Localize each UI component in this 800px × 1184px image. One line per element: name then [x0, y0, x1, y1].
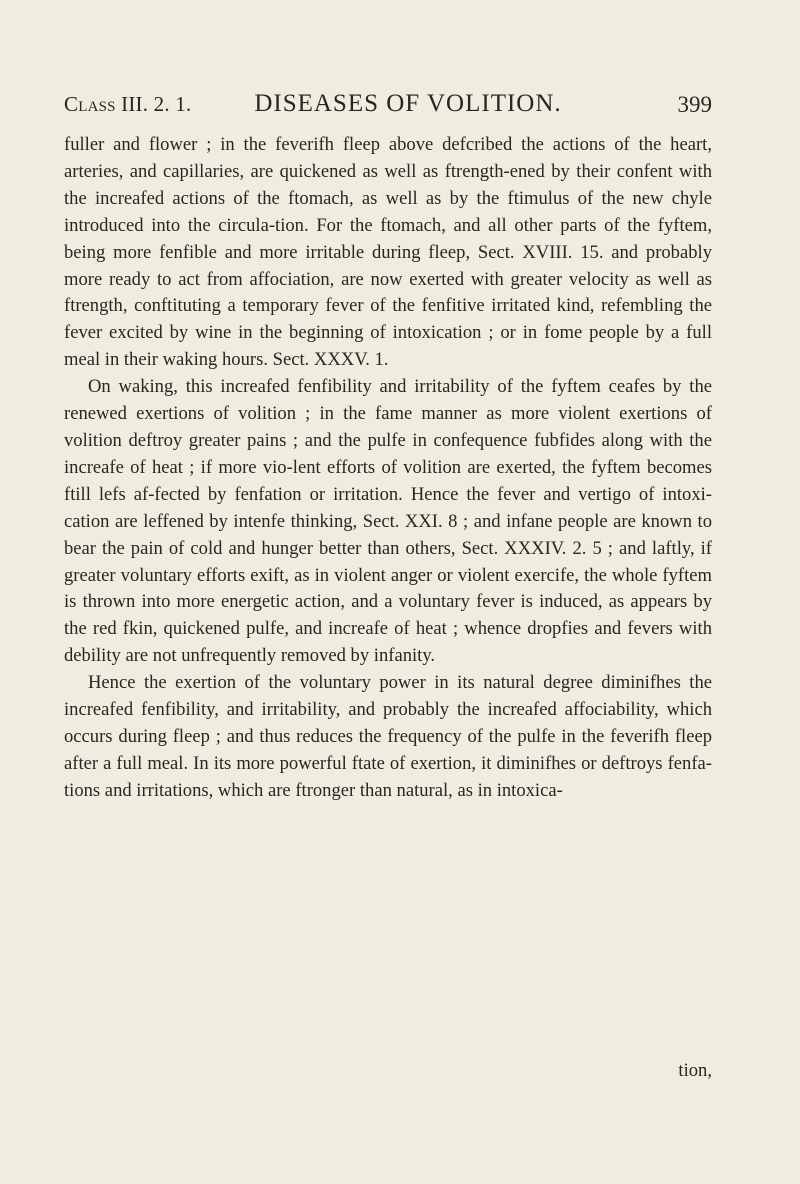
catchword: tion,	[678, 1060, 712, 1081]
body-text	[64, 132, 712, 805]
page-number: 399	[677, 92, 712, 117]
chapter-title: DISEASES OF VOLITION.	[254, 90, 562, 117]
paragraph-3: Hence the exertion of the voluntary power in its natural degree diminifhes the increafed fenfibility, and irritability, and probably the increafed affociability, which occurs during fleep ; and thus reduces the frequency of the pulfe in the feverifh fleep after a full meal. In its more powerful ftate of exertion, it diminifhes or deftroys fenfa-tions and irritations, which are ftronger than natural, as in intoxica-	[64, 672, 712, 801]
paragraph-2: On waking, this increafed fenfibility and irritability of the fyftem ceafes by the renewed exertions of volition ; in the fame manner as more violent exertions of volition deftroy greater pains ; and the pulfe in confequence fubfides along with the increafe of heat ; if more vio-lent efforts of volition are exerted, the fyftem becomes ftill lefs af-fected by fenfation or irritation. Hence the fever and vertigo of intoxi-cation are leffened by intenfe thinking, Sect. XXI. 8 ; and infane people are known to bear the pain of cold and hunger better than others, Sect. XXXIV. 2. 5 ; and laftly, if greater voluntary efforts exift, as in violent anger or violent exercife, the whole fyftem is thrown into more energetic action, and a voluntary fever is induced, as appears by the red fkin, quickened pulfe, and increafe of heat ; whence dropfies and fevers with debility are not unfrequently removed by infanity.	[64, 376, 712, 667]
paragraph-1: fuller and flower ; in the feverifh fleep above defcribed the actions of the heart, arteries, and capillaries, are quickened as well as ftrength-ened by their confent with the increafed actions of the ftomach, as well as by the ftimulus of the new chyle introduced into the circula-tion. For the ftomach, and all other parts of the fyftem, being more fenfible and more irritable during fleep, Sect. XVIII. 15. and probably more ready to act from affociation, are now exerted with greater velocity as well as ftrength, conftituting a temporary fever of the fenfitive irritated kind, refembling the fever excited by wine in the beginning of intoxication ; or in fome people by a full meal in their waking hours. Sect. XXXV. 1.	[64, 134, 712, 371]
class-label: Class III. 2. 1.	[64, 92, 192, 116]
running-head	[64, 88, 712, 122]
